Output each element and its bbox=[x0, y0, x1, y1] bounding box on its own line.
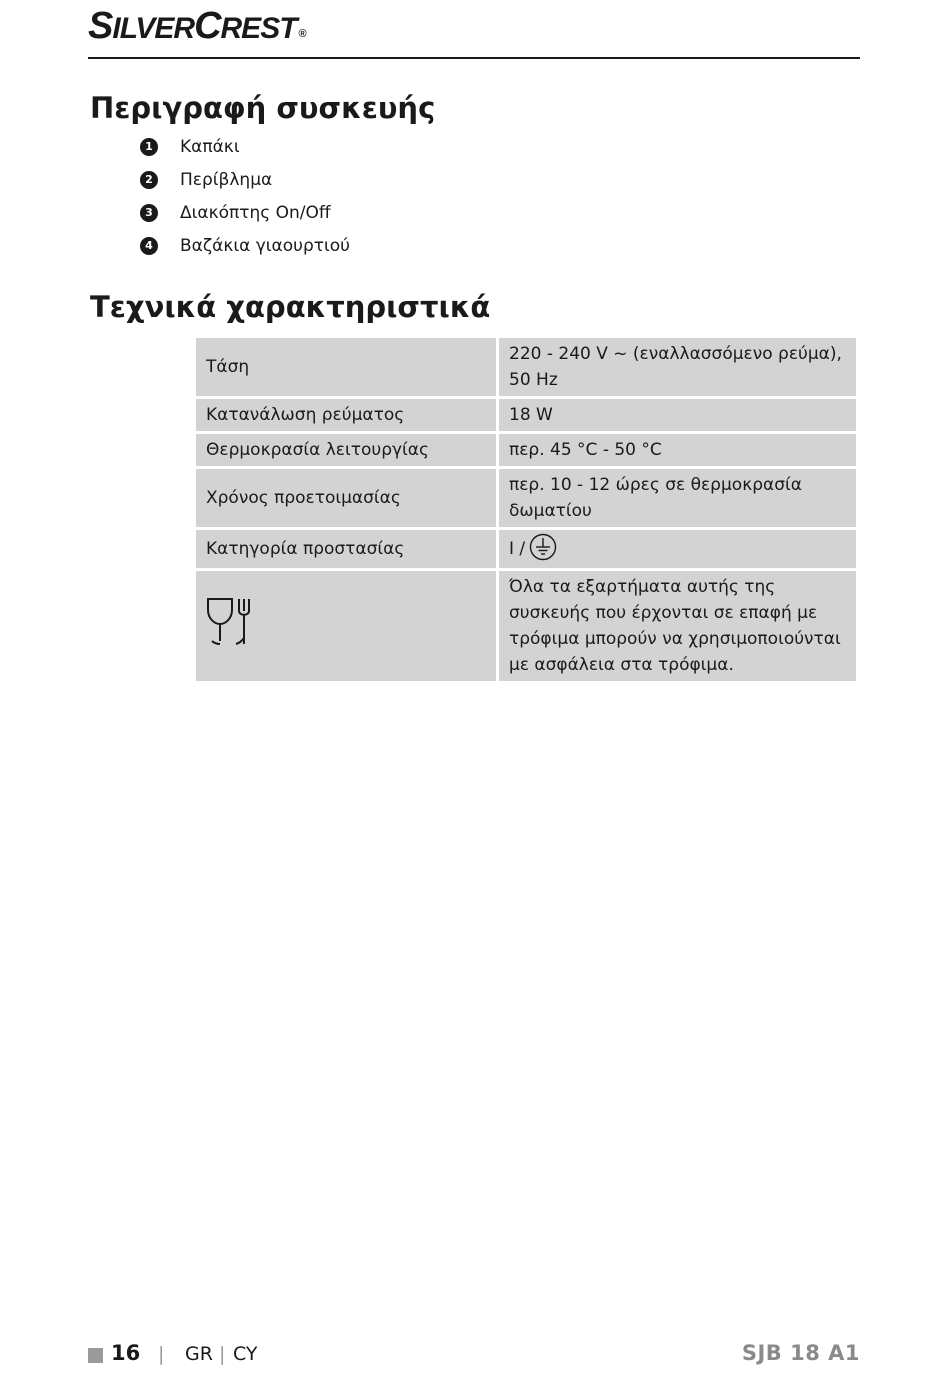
part-item bbox=[140, 196, 350, 229]
part-label: Καπάκι bbox=[180, 136, 240, 157]
table-row bbox=[196, 434, 856, 466]
brand-letter-c: C bbox=[194, 5, 221, 47]
footer-separator: | bbox=[219, 1343, 226, 1365]
part-label: Διακόπτης On/Off bbox=[180, 202, 331, 223]
page-number: 16 bbox=[111, 1341, 141, 1365]
part-number-badge: 3 bbox=[140, 204, 158, 222]
page-footer bbox=[88, 1338, 860, 1372]
spec-label-prep-time: Χρόνος προετοιμασίας bbox=[196, 469, 496, 527]
technical-specs-heading: Τεχνικά χαρακτηριστικά bbox=[90, 290, 491, 324]
spec-value-food-safe: Όλα τα εξαρτήματα αυτής της συσκευής που έρχονται σε επαφή με τρόφιμα μπορούν να χρησιμοποιούνται με ασφάλεια στα τρόφιμα. bbox=[499, 571, 856, 681]
brand-letter-s: S bbox=[88, 5, 113, 47]
part-number-badge: 1 bbox=[140, 138, 158, 156]
table-row bbox=[196, 469, 856, 527]
spec-label-protection-class: Κατηγορία προστασίας bbox=[196, 530, 496, 568]
part-item bbox=[140, 163, 350, 196]
footer-country-gr: GR bbox=[185, 1343, 213, 1365]
table-row bbox=[196, 530, 856, 568]
spec-value-voltage: 220 - 240 V ~ (εναλλασσόμενο ρεύμα), 50 Hz bbox=[499, 338, 856, 396]
table-row bbox=[196, 338, 856, 396]
protection-class-text: I / bbox=[509, 539, 526, 559]
spec-value-protection-class bbox=[499, 530, 856, 568]
part-label: Βαζάκια γιαουρτιού bbox=[180, 235, 350, 256]
brand-logo bbox=[88, 4, 304, 51]
footer-country-cy: CY bbox=[233, 1343, 258, 1365]
footer-square-icon bbox=[88, 1348, 103, 1363]
brand-letters-ilver: ILVER bbox=[112, 12, 195, 45]
specs-table bbox=[193, 335, 859, 684]
device-description-heading: Περιγραφή συσκευής bbox=[90, 91, 436, 125]
spec-label-temperature: Θερμοκρασία λειτουργίας bbox=[196, 434, 496, 466]
protective-earth-icon bbox=[529, 533, 557, 561]
spec-value-temperature: περ. 45 °C - 50 °C bbox=[499, 434, 856, 466]
part-item bbox=[140, 229, 350, 262]
glass-fork-icon bbox=[206, 596, 252, 648]
parts-list bbox=[140, 130, 350, 262]
spec-label-food-safe bbox=[196, 571, 496, 681]
header-divider bbox=[88, 57, 860, 59]
brand-letters-rest: REST bbox=[220, 12, 297, 45]
part-number-badge: 4 bbox=[140, 237, 158, 255]
spec-label-voltage: Τάση bbox=[196, 338, 496, 396]
spec-label-power: Κατανάλωση ρεύματος bbox=[196, 399, 496, 431]
spec-value-prep-time: περ. 10 - 12 ώρες σε θερμοκρασία δωματίου bbox=[499, 469, 856, 527]
part-label: Περίβλημα bbox=[180, 169, 273, 190]
part-item bbox=[140, 130, 350, 163]
table-row bbox=[196, 571, 856, 681]
footer-separator: | bbox=[158, 1343, 165, 1365]
registered-mark: ® bbox=[298, 28, 306, 40]
spec-value-power: 18 W bbox=[499, 399, 856, 431]
table-row bbox=[196, 399, 856, 431]
model-code: SJB 18 A1 bbox=[741, 1341, 860, 1365]
part-number-badge: 2 bbox=[140, 171, 158, 189]
